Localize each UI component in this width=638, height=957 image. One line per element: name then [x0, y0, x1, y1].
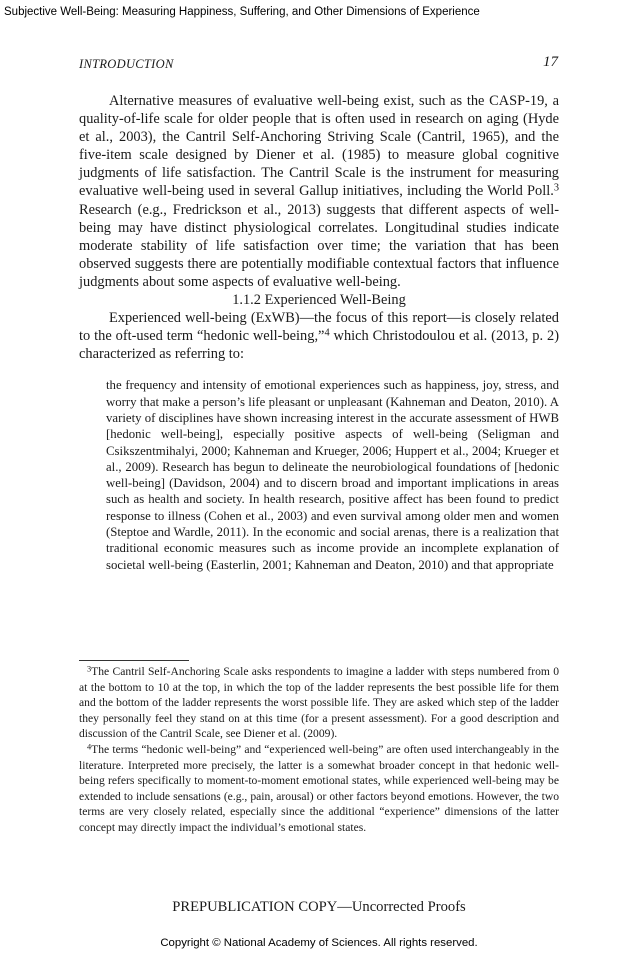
footnote	[79, 664, 559, 742]
footnote-ref[interactable]: 4	[324, 327, 330, 339]
footnote-ref[interactable]: 3	[553, 182, 559, 194]
paragraph-experienced-well-being	[79, 309, 559, 363]
main-text	[79, 92, 559, 573]
footnote-mark: 4	[87, 742, 92, 752]
running-head: INTRODUCTION	[79, 57, 174, 71]
document-title-banner: Subjective Well-Being: Measuring Happiness, Suffering, and Other Dimensions of Experience	[4, 6, 480, 18]
paragraph-text: which Christodoulou et al. (2013, p. 2) characterized as referring to:	[79, 328, 559, 363]
block-quote: the frequency and intensity of emotional experiences such as happiness, joy, stress, and worry that make a person’s life pleasant or unpleasant (Kahneman and Deaton, 2010). A variety of disciplines have shown increasing interest in the accurate assessment of HWB [hedonic well-being], especially positive aspects of well-being (Seligman and Csikszentmihalyi, 2000; Kahneman and Krueger, 2006; Huppert et al., 2004; Krueger et al., 2009). Research has begun to delineate the neurobiological foundations of [hedonic well-being] (Davidson, 2004) and to discern broad and important implications in areas such as health and society. In health research, positive affect has been found to predict response to illness (Cohen et al., 2003) and even survival among older men and women (Steptoe and Wardle, 2011). In the economic and social arenas, there is a realization that traditional economic measures such as income provide an incomplete explanation of societal well-being (Easterlin, 2001; Kahneman and Deaton, 2010) and that appropriate	[106, 378, 559, 572]
section-heading: 1.1.2 Experienced Well-Being	[232, 292, 406, 309]
page-number: 17	[543, 54, 558, 70]
paragraph-evaluative-measures	[79, 92, 559, 291]
footnotes	[79, 664, 559, 836]
paragraph-text: Experienced well-being (ExWB)—the focus of this report—is closely related to the oft-used term “hedonic well-being,”	[79, 310, 559, 345]
paragraph-text: Alternative measures of evaluative well-being exist, such as the CASP-19, a quality-of-life scale for older people that is often used in research on aging (Hyde et al., 2003), the Cantril Self-Anchoring Striving Scale (Cantril, 1965), and the five-item scale designed by Diener et al. (1985) to measure global cognitive judgments of life satisfaction. The Cantril Scale is the instrument for measuring evaluative well-being used in several Gallup initiatives, including the World Poll.	[79, 93, 559, 200]
copyright-notice: Copyright © National Academy of Sciences. All rights reserved.	[160, 937, 478, 949]
footnote	[79, 742, 559, 836]
footnote-divider	[79, 660, 189, 661]
prepublication-notice: PREPUBLICATION COPY—Uncorrected Proofs	[172, 899, 466, 915]
footnote-text: The Cantril Self-Anchoring Scale asks respondents to imagine a ladder with steps numbered from 0 at the bottom to 10 at the top, in which the top of the ladder represents the best possible life for them and the bottom of the ladder represents the worst possible life. They are asked which step of the ladder they personally feel they stand on at this time (for a present assessment). For a good description and discussion of the Cantril Scale, see Diener et al. (2009).	[79, 665, 559, 741]
footnote-mark: 3	[87, 664, 92, 674]
footnote-text: The terms “hedonic well-being” and “experienced well-being” are often used interchangeably in the literature. Interpreted more precisely, the latter is a somewhat broader concept in that hedonic well-being refers specifically to moment-to-moment emotional states, while experienced well-being may be extended to include sensations (e.g., pain, arousal) or other factors beyond emotions. However, the two terms are very closely related, especially since the additional “experience” dimensions of the latter concept may directly impact the individual’s emotional states.	[79, 742, 559, 834]
paragraph-text: Research (e.g., Fredrickson et al., 2013) suggests that different aspects of well-being may have distinct physiological correlates. Longitudinal studies indicate moderate stability of life satisfaction over time; the variation that has been observed suggests there are potentially modifiable contextual factors that influence judgments about some aspects of evaluative well-being.	[79, 201, 559, 290]
